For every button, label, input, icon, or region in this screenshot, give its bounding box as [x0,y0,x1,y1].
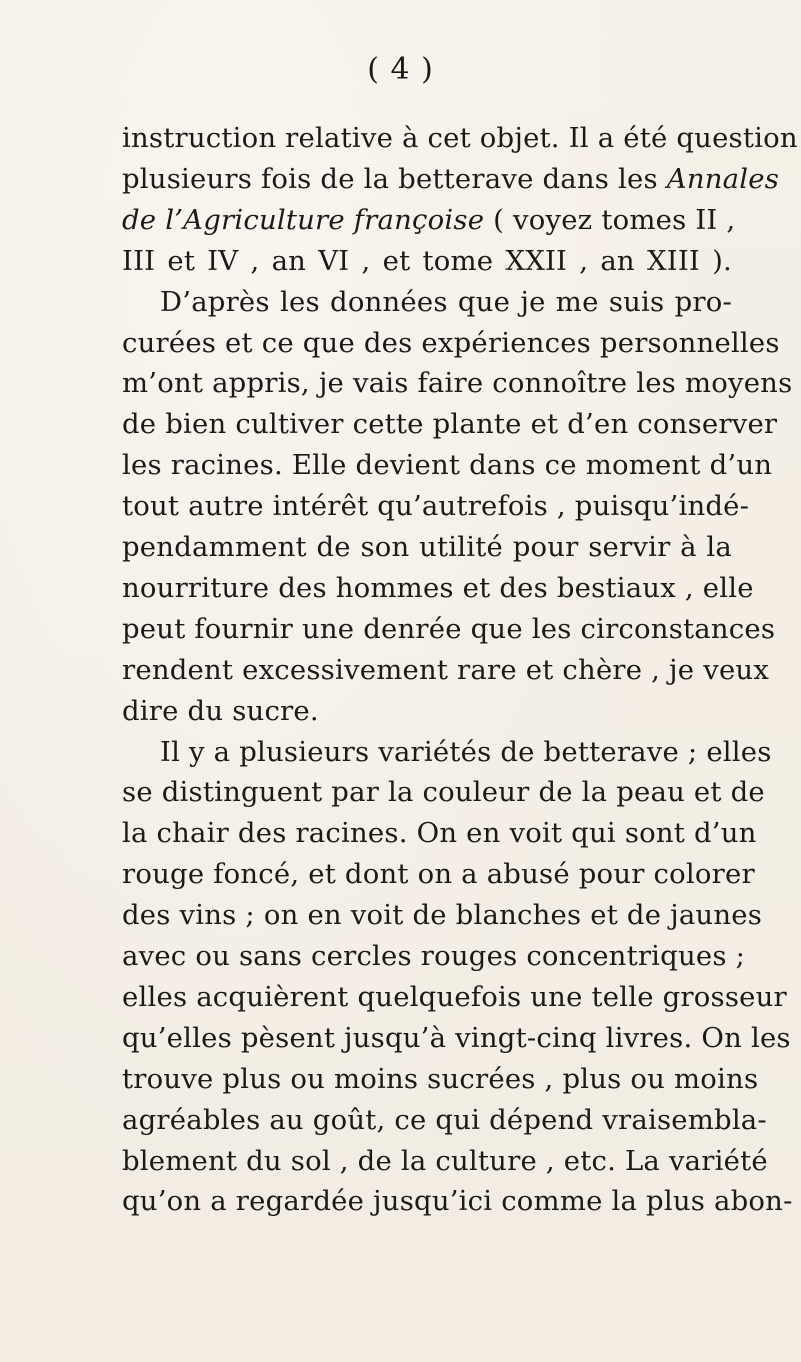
text-line [122,568,754,608]
text-line [122,159,780,199]
italic-text-segment: de l’Agriculture françoise [122,203,485,236]
text-segment: tout autre intérêt qu’autrefois , puisqu’indé- [122,490,750,523]
text-segment: ( voyez tomes II , [484,203,736,236]
text-segment: nourriture des hommes et des bestiaux , elle [122,571,754,604]
text-segment: trouve plus ou moins sucrées , plus ou moins [122,1062,759,1095]
text-line [122,691,319,731]
text-line [122,241,732,281]
text-line [122,813,757,853]
text-segment: se distinguent par la couleur de la peau et de [122,776,765,809]
text-line [122,650,770,690]
text-line [160,282,732,322]
text-line [122,118,798,158]
text-segment: D’après les données que je me suis pro- [160,285,732,318]
text-segment: peut fournir une denrée que les circonstances [122,612,776,645]
text-segment: instruction relative à cet objet. Il a été question [122,122,798,154]
text-segment: agréables au goût, ce qui dépend vraisembla- [122,1103,767,1136]
text-line [122,527,732,567]
text-segment: pendamment de son utilité pour servir à la [122,531,732,563]
text-line [122,772,765,812]
text-segment: blement du sol , de la culture , etc. La variété [122,1144,768,1177]
text-segment: les racines. Elle devient dans ce moment d’un [122,449,773,482]
text-segment: III et IV , an VI , et tome XXII , an XIII ). [122,244,732,277]
text-line [122,936,746,976]
text-line [122,1018,791,1058]
text-segment: m’ont appris, je vais faire connoître les moyens [122,367,793,400]
text-segment: des vins ; on en voit de blanches et de jaunes [122,899,763,932]
text-segment: rendent excessivement rare et chère , je veux [122,653,770,686]
text-line [122,404,778,444]
text-segment: elles acquièrent quelquefois une telle grosseur [122,980,787,1013]
text-segment: avec ou sans cercles rouges concentriques ; [122,940,746,972]
text-line [122,1141,768,1181]
text-line [122,895,763,935]
text-line [160,732,772,772]
text-line [122,200,736,240]
text-segment: dire du sucre. [122,694,319,727]
text-segment: la chair des racines. On en voit qui sont d’un [122,817,757,850]
text-line [122,363,793,403]
text-segment: qu’elles pèsent jusqu’à vingt-cinq livres. On les [122,1021,791,1054]
text-line [122,445,773,485]
text-line [122,486,750,526]
text-segment: curées et ce que des expériences personnelles [122,326,780,359]
text-line [122,977,787,1017]
text-segment: Il y a plusieurs variétés de betterave ; elles [160,735,772,768]
italic-text-segment: Annales [666,162,780,195]
text-line [122,609,776,649]
text-segment: de bien cultiver cette plante et d’en conserver [122,408,778,441]
text-line [122,1100,767,1140]
text-segment: qu’on a regardée jusqu’ici comme la plus abon- [122,1185,793,1218]
text-segment: rouge foncé, et dont on a abusé pour colorer [122,858,755,891]
text-line [122,323,780,363]
text-segment: plusieurs fois de la betterave dans les [122,162,667,195]
text-line [122,1059,759,1099]
text-line [122,854,755,894]
text-line [122,1181,793,1221]
page-number: ( 4 ) [367,52,434,87]
